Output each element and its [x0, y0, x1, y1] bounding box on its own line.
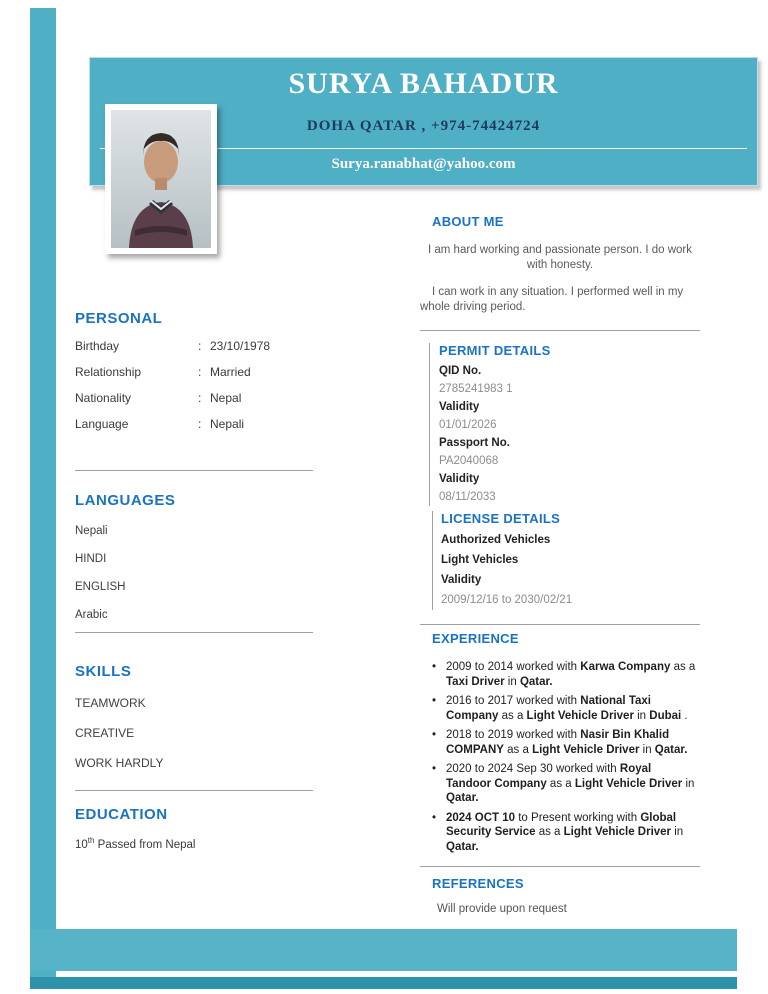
languages-title: LANGUAGES: [75, 492, 176, 509]
contact-line: DOHA QATAR , +974-74424724: [306, 118, 541, 134]
experience-item-text: 2018 to 2019 worked with Nasir Bin Khalid COMPANY as a Light Vehicle Driver in Qatar.: [446, 729, 688, 756]
left-accent-bar: [30, 8, 56, 988]
language-item: Nepali: [75, 525, 108, 537]
personal-value: Nepal: [210, 391, 242, 405]
experience-item-text: 2020 to 2024 Sep 30 worked with Royal Tandoor Company as a Light Vehicle Driver in Qatar.: [446, 763, 695, 804]
license-line: Light Vehicles: [441, 554, 519, 566]
license-line: Authorized Vehicles: [441, 534, 551, 546]
experience-list: [430, 660, 696, 859]
skill-item: WORK HARDLY: [75, 756, 164, 770]
license-validity-range: 2009/12/16 to 2030/02/21: [441, 594, 573, 606]
colon: :: [198, 391, 202, 405]
colon: :: [198, 365, 202, 379]
experience-item-text: 2024 OCT 10 to Present working with Global Security Service as a Light Vehicle Driver in Qatar.: [446, 811, 684, 853]
permit-label: QID No.: [439, 365, 482, 377]
personal-label: Nationality: [75, 391, 132, 405]
personal-value: Married: [210, 365, 251, 379]
experience-item: [430, 811, 696, 855]
education-detail: Passed from Nepal: [94, 838, 196, 851]
experience-item-text: 2009 to 2014 worked with Karwa Company as a Taxi Driver in Qatar.: [446, 661, 696, 688]
personal-value: Nepali: [210, 417, 245, 431]
personal-row: [75, 391, 313, 405]
permit-value: PA2040068: [439, 455, 499, 467]
section-permit-details: [429, 343, 689, 506]
personal-label: Birthday: [75, 339, 120, 353]
education-title: EDUCATION: [75, 806, 168, 823]
education-ordinal: th: [87, 836, 95, 845]
section-languages: [75, 492, 313, 621]
experience-title: EXPERIENCE: [432, 631, 519, 646]
experience-item: [430, 728, 696, 757]
references-text: Will provide upon request: [437, 903, 567, 915]
divider: [420, 624, 700, 625]
about-paragraph-1: I am hard working and passionate person. I do work with honesty.: [427, 244, 692, 271]
divider: [420, 866, 700, 867]
colon: :: [198, 417, 202, 431]
experience-item-text: 2016 to 2017 worked with National Taxi Company as a Light Vehicle Driver in Dubai .: [446, 695, 688, 722]
personal-row: [75, 339, 313, 353]
divider: [75, 470, 313, 471]
about-title: ABOUT ME: [432, 214, 504, 229]
name-title: SURYA BAHADUR: [288, 67, 559, 100]
education-text: [75, 836, 313, 851]
divider: [75, 632, 313, 633]
personal-row: [75, 417, 313, 431]
section-license-details: [432, 511, 691, 610]
language-item: Arabic: [75, 609, 108, 621]
permit-value: 01/01/2026: [439, 419, 497, 431]
section-education: [75, 806, 313, 851]
email-text: Surya.ranabhat@yahoo.com: [331, 156, 516, 172]
experience-item: [430, 762, 696, 806]
language-item: ENGLISH: [75, 581, 126, 593]
divider: [420, 330, 700, 331]
bottom-accent-band: [30, 929, 737, 971]
permit-label: Validity: [439, 473, 480, 485]
personal-label: Language: [75, 417, 129, 431]
section-skills: [75, 663, 313, 770]
permit-value: 08/11/2033: [439, 491, 496, 503]
personal-label: Relationship: [75, 365, 142, 379]
permit-label: Validity: [439, 401, 480, 413]
language-item: HINDI: [75, 553, 107, 565]
bottom-accent-strip: [30, 977, 737, 989]
license-title: LICENSE DETAILS: [441, 511, 561, 526]
colon: :: [198, 339, 202, 353]
permit-label: Passport No.: [439, 437, 510, 449]
experience-item: [430, 660, 696, 689]
section-personal: [75, 310, 313, 431]
about-paragraph-2: I can work in any situation. I performed well in my whole driving period.: [420, 286, 684, 313]
permit-title: PERMIT DETAILS: [439, 343, 551, 358]
divider: [75, 790, 313, 791]
skill-item: TEAMWORK: [75, 696, 146, 710]
references-title: REFERENCES: [432, 876, 524, 891]
permit-value: 2785241983 1: [439, 383, 513, 395]
license-line: Validity: [441, 574, 482, 586]
personal-row: [75, 365, 313, 379]
personal-value: 23/10/1978: [210, 339, 271, 353]
personal-title: PERSONAL: [75, 310, 163, 327]
skill-item: CREATIVE: [75, 726, 135, 740]
education-degree: 10: [75, 838, 88, 851]
portrait-photo: [111, 110, 211, 248]
skills-title: SKILLS: [75, 663, 132, 680]
experience-item: [430, 694, 696, 723]
photo-frame: [105, 104, 217, 254]
